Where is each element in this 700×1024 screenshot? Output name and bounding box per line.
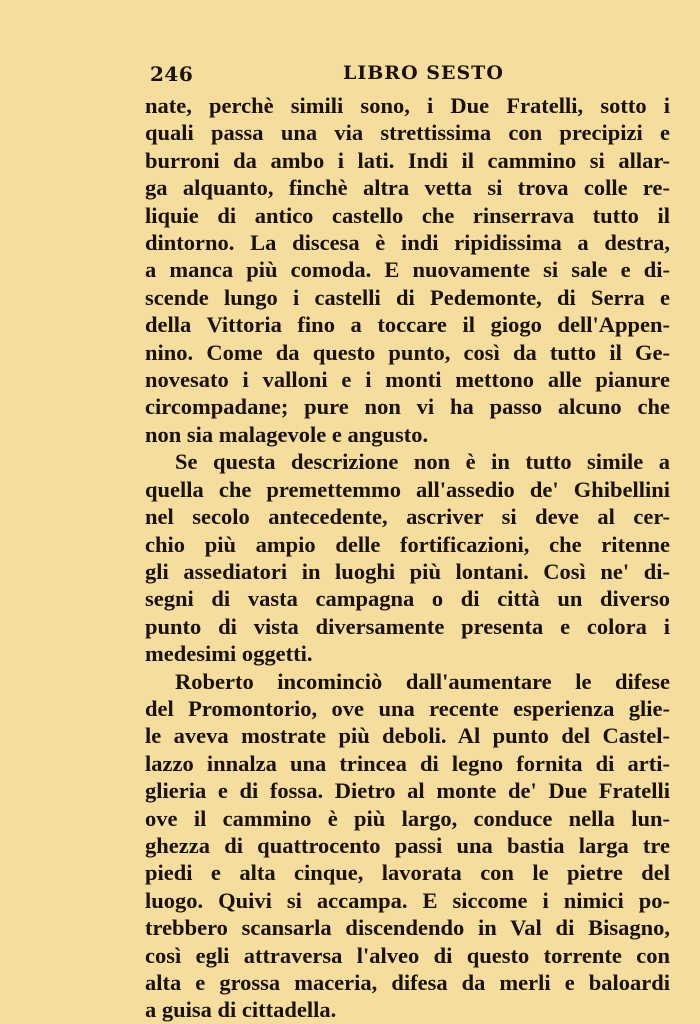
text-line: trebbero scansarla discendendo in Val di Bisagno, bbox=[145, 915, 670, 941]
text-line: chio più ampio delle fortificazioni, che ritenne bbox=[145, 531, 670, 557]
text-line: nate, perchè simili sono, i Due Fratelli, sotto i bbox=[145, 93, 670, 118]
paragraph bbox=[145, 668, 670, 1024]
paragraph bbox=[145, 92, 670, 448]
text-line: segni di vasta campagna o di città un diverso bbox=[145, 586, 670, 612]
text-line: ghezza di quattrocento passi una bastia larga tre bbox=[145, 832, 670, 858]
text-line: circompadane; pure non vi ha passo alcuno che bbox=[145, 394, 670, 420]
text-line: quella che premettemmo all'assedio de' Ghibellini bbox=[145, 476, 670, 502]
text-line: Roberto incominciò dall'aumentare le difese bbox=[175, 668, 670, 694]
text-line: ga alquanto, finchè altra vetta si trova colle re- bbox=[145, 175, 670, 201]
text-line: nino. Come da questo punto, così da tutto il Ge- bbox=[145, 339, 670, 365]
page-header bbox=[150, 62, 670, 92]
text-line: gli assediatori in luoghi più lontani. Così ne' di- bbox=[145, 558, 670, 584]
paragraph bbox=[145, 448, 670, 667]
text-line: punto di vista diversamente presenta e colora i bbox=[145, 613, 670, 639]
text-line: piedi e alta cinque, lavorata con le pietre del bbox=[145, 860, 670, 886]
text-line: Se questa descrizione non è in tutto simile a bbox=[175, 449, 670, 475]
text-line: alta e grossa maceria, difesa da merli e baloardi bbox=[145, 970, 670, 995]
text-line: liquie di antico castello che rinserrava tutto il bbox=[145, 202, 670, 228]
page-number: 246 bbox=[150, 62, 194, 86]
text-line: novesato i valloni e i monti mettono alle pianure bbox=[145, 367, 670, 393]
text-line: così egli attraversa l'alveo di questo torrente con bbox=[145, 942, 670, 968]
text-line: nel secolo antecedente, ascriver si deve al cer- bbox=[145, 504, 670, 530]
text-line: luogo. Quivi si accampa. E siccome i nimici po- bbox=[145, 887, 670, 913]
text-line: scende lungo i castelli di Pedemonte, di Serra e bbox=[145, 284, 670, 310]
text-line: a guisa di cittadella. bbox=[145, 997, 337, 1023]
text-line: non sia malagevole e angusto. bbox=[145, 421, 429, 447]
text-line: glieria e di fossa. Dietro al monte de' Due Fratelli bbox=[145, 778, 670, 804]
text-line: lazzo innalza una trincea di legno fornita di arti- bbox=[145, 750, 670, 776]
text-line: le aveva mostrate più deboli. Al punto del Castel- bbox=[145, 723, 670, 749]
text-line: della Vittoria fino a toccare il giogo dell'Appen- bbox=[145, 312, 670, 338]
running-title: LIBRO SESTO bbox=[343, 62, 504, 84]
text-line: ove il cammino è più largo, conduce nella lun- bbox=[145, 805, 670, 831]
text-line: medesimi oggetti. bbox=[145, 641, 313, 667]
text-line: a manca più comoda. E nuovamente si sale e di- bbox=[145, 257, 670, 283]
text-line: quali passa una via strettissima con precipizi e bbox=[145, 120, 670, 146]
body-text bbox=[145, 92, 670, 1024]
text-line: burroni da ambo i lati. Indi il cammino si allar- bbox=[145, 147, 670, 173]
text-line: del Promontorio, ove una recente esperienza glie- bbox=[145, 695, 670, 721]
text-line: dintorno. La discesa è indi ripidissima a destra, bbox=[145, 230, 670, 256]
